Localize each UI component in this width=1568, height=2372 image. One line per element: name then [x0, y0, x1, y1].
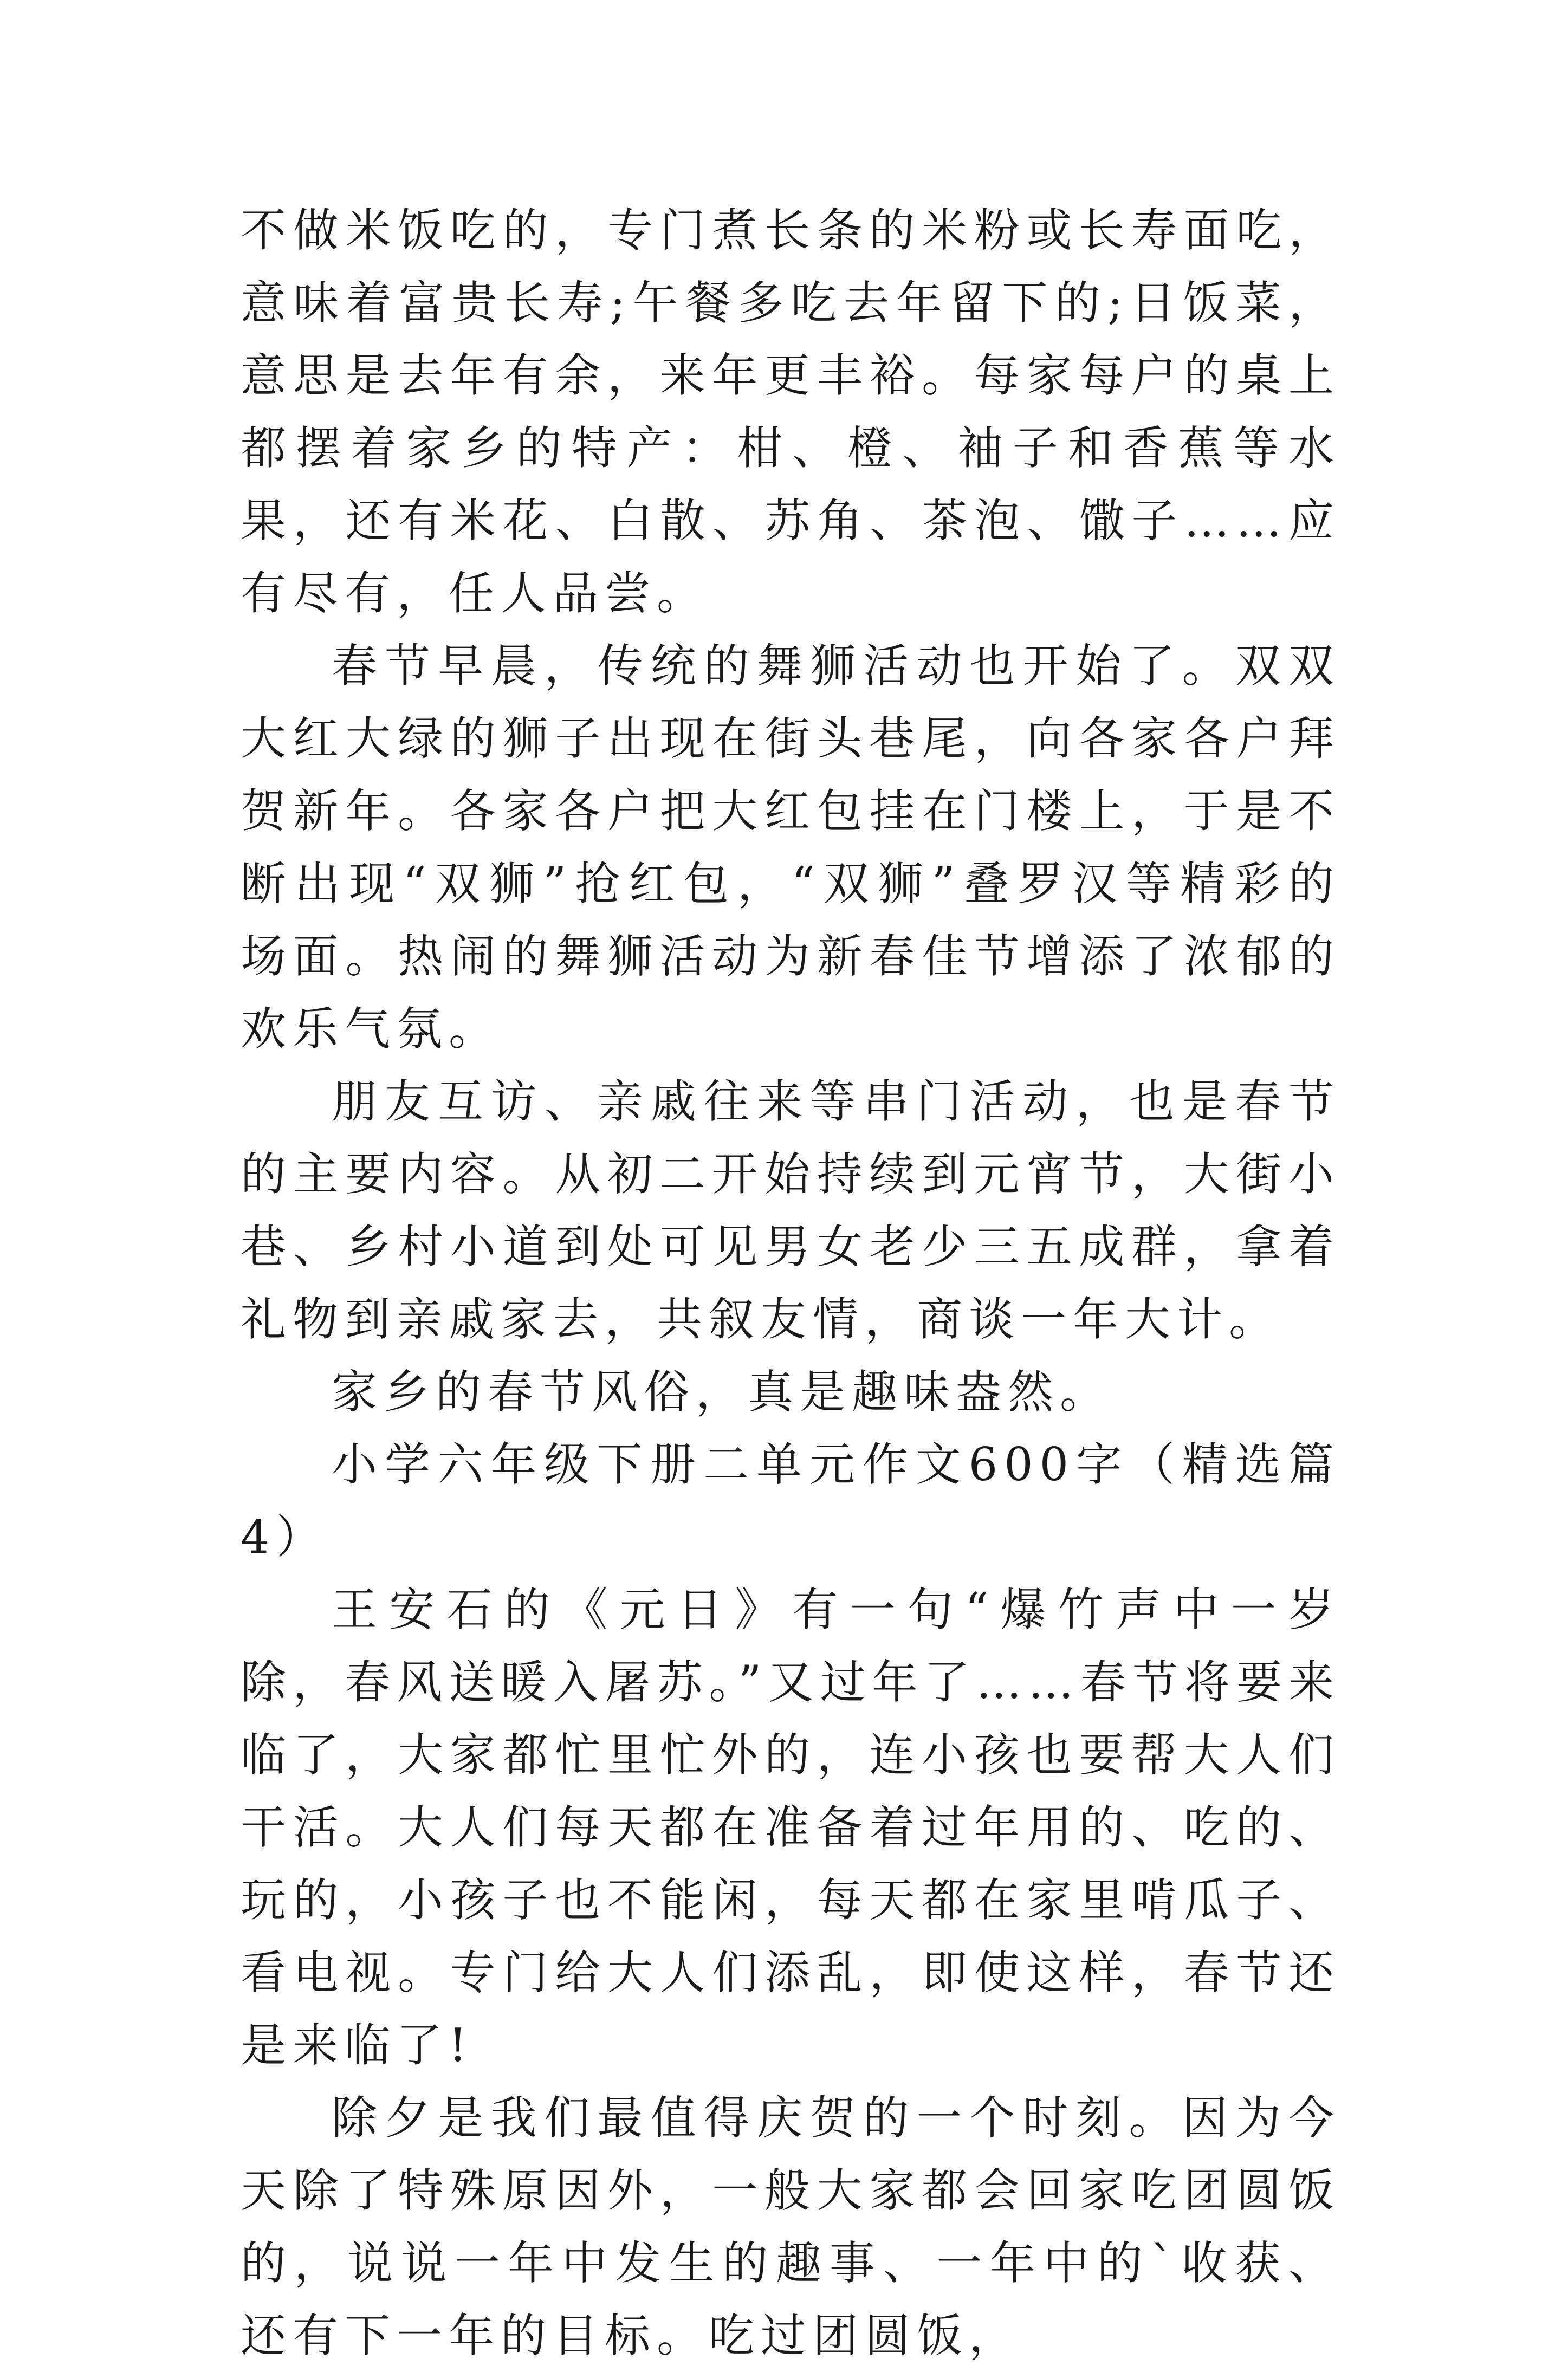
- paragraph-2: 春节早晨，传统的舞狮活动也开始了。双双大红大绿的狮子出现在街头巷尾，向各家各户拜贺新年。各家各户把大红包挂在门楼上，于是不断出现“双狮”抢红包，“双狮”叠罗汉等精彩的场面。热闹的舞狮活动为新春佳节增添了浓郁的欢乐气氛。: [241, 639, 1340, 1055]
- section-title: 小学六年级下册二单元作文600字（精选篇4）: [241, 1438, 1340, 1564]
- document-body: [241, 194, 1340, 2372]
- paragraph-4: 家乡的春节风俗，真是趣味盎然。: [332, 1365, 1112, 1418]
- paragraph-3: 朋友互访、亲戚往来等串门活动，也是春节的主要内容。从初二开始持续到元宵节，大街小巷、乡村小道到处可见男女老少三五成群，拿着礼物到亲戚家去，共叙友情，商谈一年大计。: [241, 1075, 1340, 1346]
- paragraph-1: 不做米饭吃的，专门煮长条的米粉或长寿面吃，意味着富贵长寿;午餐多吃去年留下的;日饭菜，意思是去年有余，来年更丰裕。每家每户的桌上都摆着家乡的特产：柑、橙、袖子和香蕉等水果，还有米花、白散、苏角、茶泡、馓子……应有尽有，任人品尝。: [241, 204, 1340, 620]
- paragraph-5: 王安石的《元日》有一句“爆竹声中一岁除，春风送暖入屠苏。”又过年了……春节将要来临了，大家都忙里忙外的，连小孩也要帮大人们干活。大人们每天都在准备着过年用的、吃的、玩的，小孩子也不能闲，每天都在家里啃瓜子、看电视。专门给大人们添乱，即使这样，春节还是来临了!: [241, 1583, 1340, 2072]
- paragraph-6: 除夕是我们最值得庆贺的一个时刻。因为今天除了特殊原因外，一般大家都会回家吃团圆饭的，说说一年中发生的趣事、一年中的`收获、还有下一年的目标。吃过团圆饭，: [241, 2091, 1340, 2362]
